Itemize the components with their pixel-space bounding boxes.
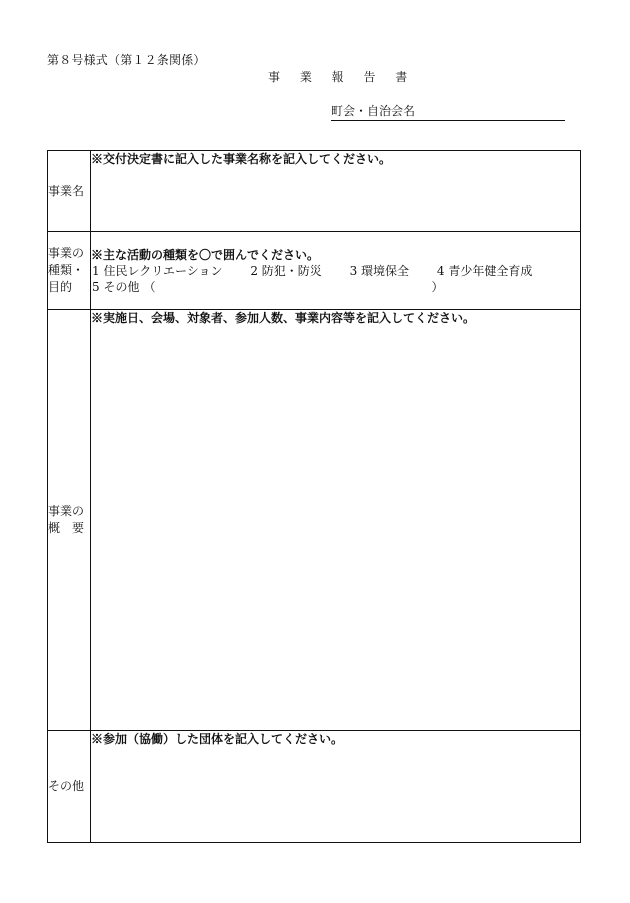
other-paren-close: ） [431,279,444,294]
other-cell[interactable] [91,731,581,843]
other-instruction: ※参加（協働）した団体を記入してください。 [91,732,344,746]
report-table [47,150,581,843]
event-summary-cell[interactable] [91,310,581,731]
option-recreation[interactable]: 1 住民レクリエーション [92,263,223,278]
event-type-options [91,263,580,279]
option-environment[interactable]: 3 環境保全 [349,263,410,278]
row-event-name [48,151,581,232]
event-name-label: 事業名 [48,183,85,198]
event-name-cell[interactable] [91,151,581,232]
event-type-cell [91,232,581,310]
event-summary-label-line1: 事業の [48,504,85,518]
event-summary-instruction: ※実施日、会場、対象者、参加人数、事業内容等を記入してください。 [91,311,476,325]
other-label: その他 [48,779,85,793]
other-header [48,731,91,843]
event-name-instruction: ※交付決定書に記入した事業名称を記入してください。 [91,152,392,166]
org-name-field[interactable] [331,102,565,121]
event-type-other-line [91,279,580,295]
document-title: 事 業 報 告 書 [268,70,416,84]
org-name-label: 町会・自治会名 [331,104,416,118]
event-summary-header [48,310,91,731]
row-event-summary [48,310,581,731]
form-number-label: 第８号様式（第１２条関係） [47,53,206,67]
event-name-header [48,151,91,232]
event-type-label-line2: 種類・ [48,263,85,277]
option-other[interactable]: 5 その他 [92,279,140,294]
other-paren-open: （ [143,279,156,294]
row-event-type [48,232,581,310]
event-type-label-line3: 目的 [48,280,73,294]
event-type-instruction: ※主な活動の種類を〇で囲んでください。 [91,247,320,262]
event-type-label-line1: 事業の [48,246,85,260]
event-summary-label-line2: 概 要 [48,521,85,535]
option-youth[interactable]: 4 青少年健全育成 [436,263,533,278]
event-type-header [48,232,91,310]
option-crime-disaster[interactable]: 2 防犯・防災 [250,263,322,278]
row-other [48,731,581,843]
